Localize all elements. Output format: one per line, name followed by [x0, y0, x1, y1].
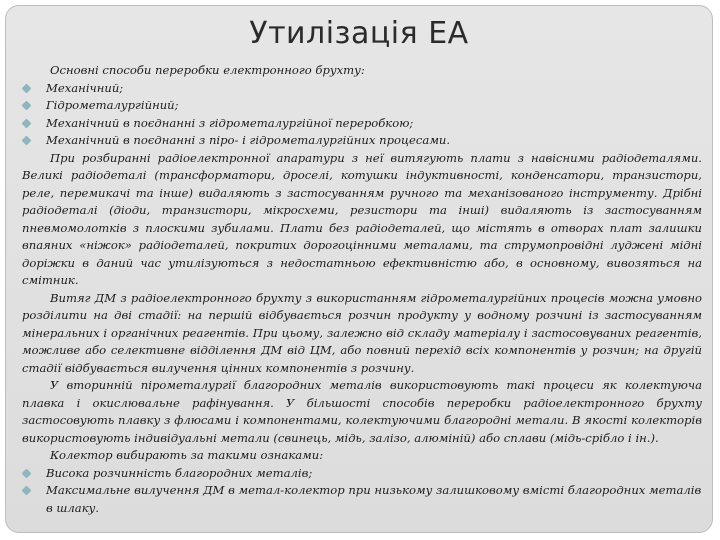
- bullet-item: [22, 97, 702, 115]
- bullet-icon: [22, 468, 32, 478]
- bullet-item: [22, 115, 702, 133]
- slide-title: Утилізація ЕА: [249, 16, 469, 51]
- bullet-item: [22, 132, 702, 150]
- bullet-text: Гідрометалургійний;: [46, 98, 179, 112]
- bullet-icon: [22, 486, 32, 496]
- intro-text: Основні способи переробки електронного брухту:: [50, 63, 365, 77]
- bullet-icon: [22, 136, 32, 146]
- paragraph-pyrometallurgy: У вторинній пірометалургії благородних металів використовують такі процеси як колектуюча плавка і окислювальне рафінування. У більшості способів переробки радіоелектронного брухту застосовують плавку з флюсами і компонентами, колектуючими благородні метали. В якості колекторів використовують індивідуальні метали (свинець, мідь, залізо, алюміній) або сплави (мідь-срібло і ін.).: [22, 378, 702, 445]
- slide: [5, 5, 713, 533]
- paragraph-collector: Колектор вибирають за такими ознаками:: [50, 448, 324, 462]
- bullet-text: Висока розчинність благородних металів;: [46, 465, 313, 480]
- bullet-icon: [22, 101, 32, 111]
- paragraph-disassembly: При розбиранні радіоелектронної апаратури з неї витягують плати з навісними радіодеталями. Великі радіодеталі (трансформатори, дроселі, котушки індуктивності, конденсатори, транзистори, реле, перемикачі та інше) видаляють з застосуванням ручного та механізованого інструменту. Дрібні радіодеталі (діоди, транзистори, мікросхеми, резистори та інші) видаляють із застосуванням пневмомолотків з плоскими зубилами. Плати без радіодеталей, що містять в отворах плат залишки впаяних «ніжок» радіодеталей, покритих дорогоцінними металами, та струмопровідні луджені мідні доріжки в даний час утилізуються з недостатньою ефективністю або, в основному, вивозяться на смітник.: [22, 150, 702, 287]
- slide-content: [22, 62, 702, 517]
- bullet-item: [22, 482, 702, 517]
- bullet-item: [22, 465, 702, 483]
- bullet-text: Максимальне вилучення ДМ в метал-колектор при низькому залишковому вмісті благородних металів в шлаку.: [46, 483, 702, 515]
- paragraph-hydrometallurgy: Витяг ДМ з радіоелектронного брухту з використанням гідрометалургійних процесів можна умовно розділити на дві стадії: на першій відбувається розчин продукту у водному розчині із застосуванням мінеральних і органічних реагентів. При цьому, залежно від складу матеріалу і застосовуваних реагентів, можливе або селективне відділення ДМ від ЦМ, або повний перехід всіх компонентів у розчин; на другій стадії відбувається вилучення цінних компонентів з розчину.: [22, 290, 702, 375]
- bullet-item: [22, 80, 702, 98]
- bullet-icon: [22, 118, 32, 128]
- bullet-text: Механічний в поєднанні з гідрометалургійної переробкою;: [46, 115, 414, 130]
- bullet-icon: [22, 83, 32, 93]
- bullet-text: Механічний в поєднанні з піро- і гідрометалургійних процесами.: [46, 133, 451, 147]
- bullet-text: Механічний;: [46, 80, 124, 95]
